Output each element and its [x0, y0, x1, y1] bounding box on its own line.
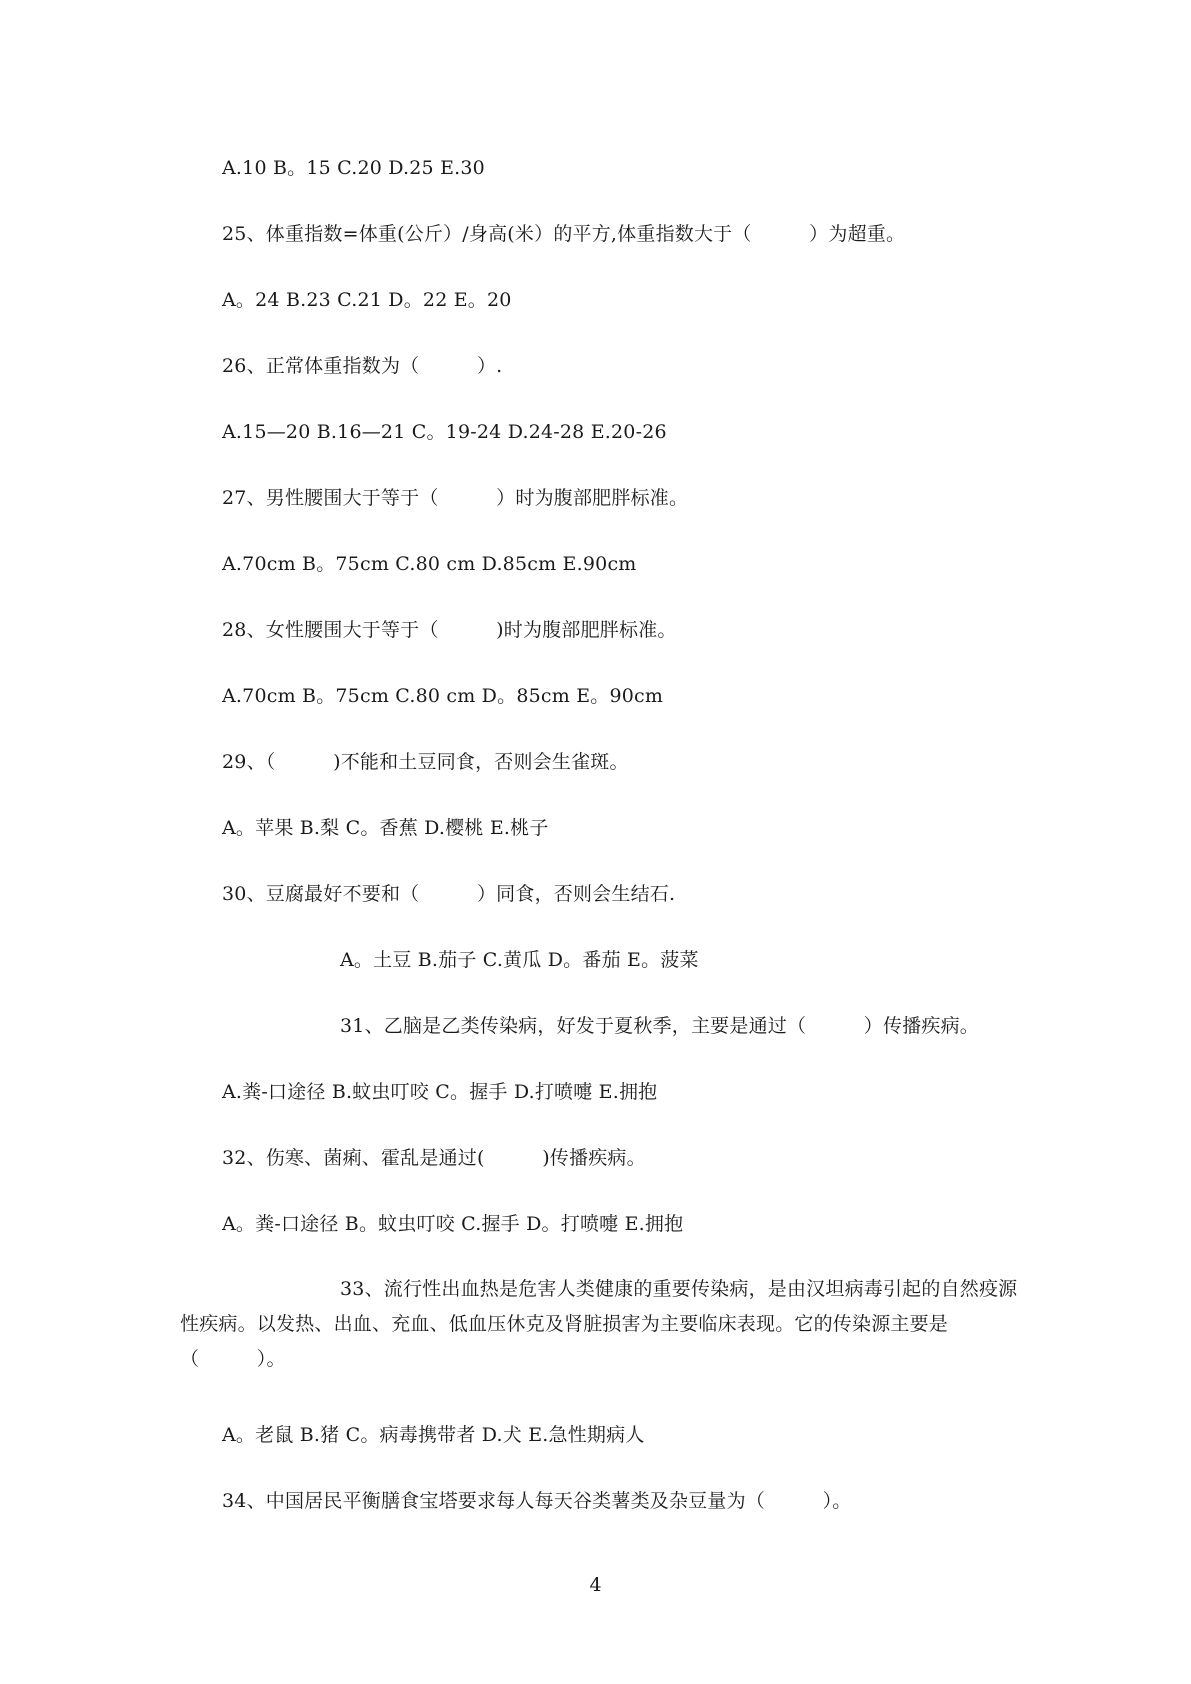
- question-32: 32、伤寒、菌痢、霍乱是通过( )传播疾病。: [222, 1147, 646, 1169]
- answer-options-32: A。粪-口途径 B。蚊虫叮咬 C.握手 D。打喷嚏 E.拥抱: [222, 1213, 684, 1235]
- answer-options-30: A。土豆 B.茄子 C.黄瓜 D。番茄 E。菠菜: [340, 949, 699, 971]
- question-29: 29、（ )不能和土豆同食，否则会生雀斑。: [222, 751, 629, 773]
- question-33: 33、流行性出血热是危害人类健康的重要传染病，是由汉坦病毒引起的自然疫源性疾病。以发热、出血、充血、低血压休克及肾脏损害为主要临床表现。它的传染源主要是（ ）。: [180, 1278, 1018, 1370]
- answer-options-31: A.粪-口途径 B.蚊虫叮咬 C。握手 D.打喷嚏 E.拥抱: [222, 1081, 658, 1103]
- answer-options-28: A.70cm B。75cm C.80 cm D。85cm E。90cm: [222, 685, 664, 707]
- answer-options-33: A。老鼠 B.猪 C。病毒携带者 D.犬 E.急性期病人: [222, 1424, 645, 1446]
- question-30: 30、豆腐最好不要和（ ）同食，否则会生结石.: [222, 883, 676, 905]
- answer-options-27: A.70cm B。75cm C.80 cm D.85cm E.90cm: [222, 553, 637, 575]
- question-25: 25、体重指数=体重(公斤）/身高(米）的平方,体重指数大于（ ）为超重。: [222, 223, 906, 245]
- question-31: 31、乙脑是乙类传染病，好发于夏秋季，主要是通过（ ）传播疾病。: [340, 1015, 979, 1037]
- question-28: 28、女性腰围大于等于（ )时为腹部肥胖标准。: [222, 619, 677, 641]
- question-26: 26、正常体重指数为（ ）.: [222, 355, 503, 377]
- question-34: 34、中国居民平衡膳食宝塔要求每人每天谷类薯类及杂豆量为（ ）。: [222, 1490, 852, 1512]
- answer-options-24: A.10 B。15 C.20 D.25 E.30: [222, 157, 485, 179]
- answer-options-26: A.15—20 B.16—21 C。19-24 D.24-28 E.20-26: [222, 421, 667, 443]
- page-number: 4: [589, 1574, 602, 1596]
- question-27: 27、男性腰围大于等于（ ）时为腹部肥胖标准。: [222, 487, 689, 509]
- answer-options-29: A。苹果 B.梨 C。香蕉 D.樱桃 E.桃子: [222, 817, 549, 839]
- answer-options-25: A。24 B.23 C.21 D。22 E。20: [222, 289, 512, 311]
